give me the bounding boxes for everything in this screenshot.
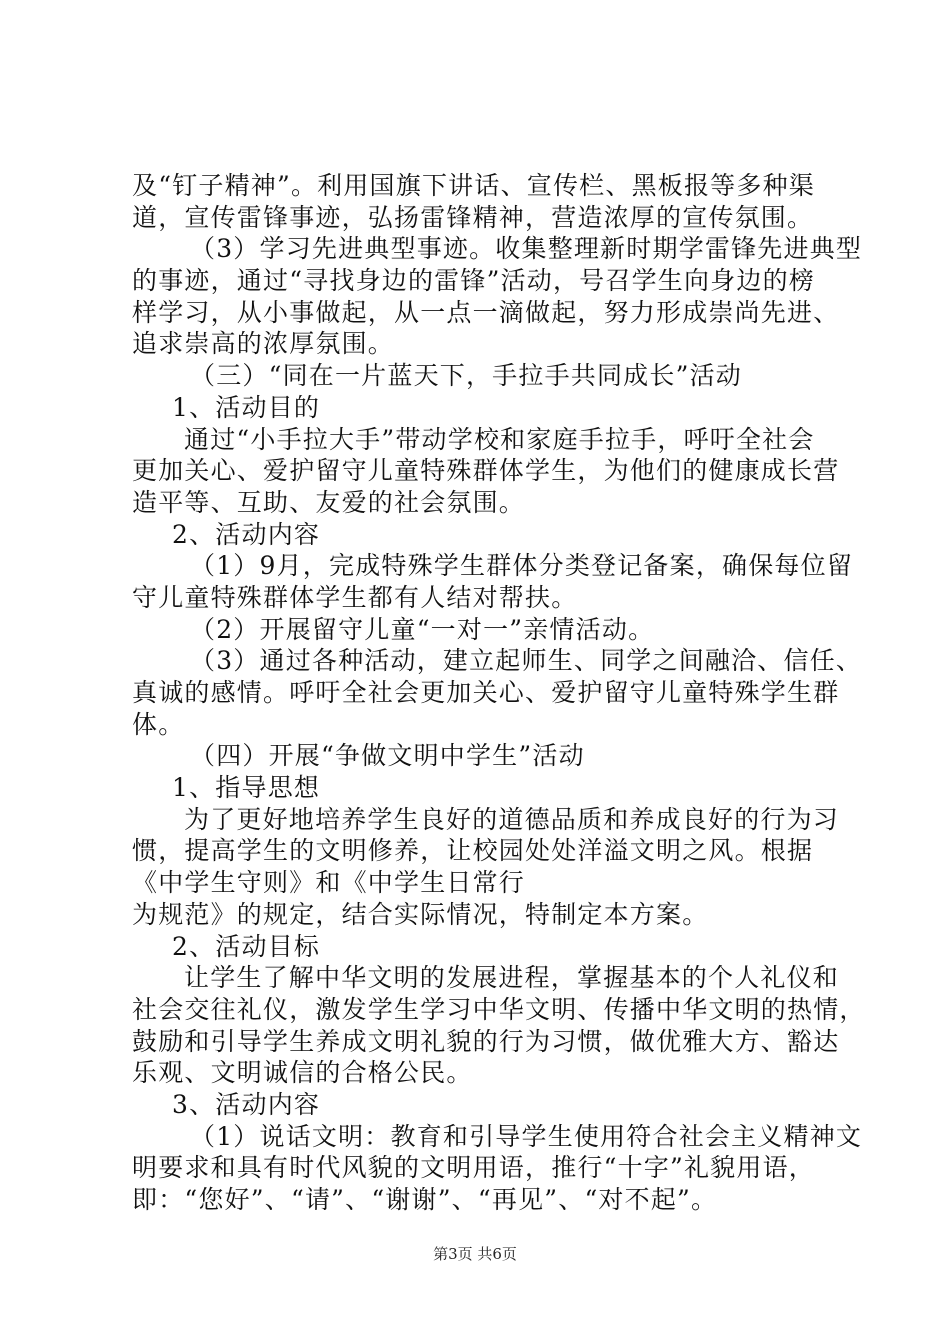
text-line: 及“钉子精神”。利用国旗下讲话、宣传栏、黑板报等多种渠 [132,171,815,200]
text-line: 更加关心、爱护留守儿童特殊群体学生，为他们的健康成长营 [132,456,840,486]
text-line: 样学习，从小事做起，从一点一滴做起，努力形成崇尚先进、 [132,297,840,327]
text-line: 造平等、互助、友爱的社会氛围。 [132,487,526,517]
text-line: （3）学习先进典型事迹。收集整理新时期学雷锋先进典型 [190,234,863,264]
text-line: 的事迹，通过“寻找身边的雷锋”活动，号召学生向身边的榜 [132,266,815,296]
text-line: 惯，提高学生的文明修养，让校园处处洋溢文明之风。根据 [132,836,814,866]
text-line: 真诚的感情。呼吁全社会更加关心、爱护留守儿童特殊学生群 [132,678,840,707]
text-line: 即：“您好”、“请”、“谢谢”、“再见”、“对不起”。 [132,1185,718,1214]
text-line: 3、活动内容 [172,1089,321,1119]
text-line: （3）通过各种活动，建立起师生、同学之间融洽、信任、 [190,646,863,676]
text-line: 守儿童特殊群体学生都有人结对帮扶。 [132,582,578,612]
text-line: 体。 [132,709,185,739]
text-line: 乐观、文明诚信的合格公民。 [132,1058,473,1088]
text-line: （1）说话文明：教育和引导学生使用符合社会主义精神文 [190,1121,863,1151]
text-line: （三）“同在一片蓝天下，手拉手共同成长”活动 [190,361,742,391]
text-line: 明要求和具有时代风貌的文明用语，推行“十字”礼貌用语， [132,1153,815,1183]
text-line: 1、指导思想 [172,773,321,803]
text-line: （四）开展“争做文明中学生”活动 [190,741,585,771]
text-line: 鼓励和引导学生养成文明礼貌的行为习惯，做优雅大方、豁达 [132,1026,840,1056]
text-line: 通过“小手拉大手”带动学校和家庭手拉手，呼吁全社会 [184,424,815,454]
text-line: 社会交往礼仪，激发学生学习中华文明、传播中华文明的热情， [132,994,866,1024]
text-line: 为了更好地培养学生良好的道德品质和养成良好的行为习 [184,804,840,834]
text-line: 2、活动内容 [172,519,321,549]
document-body [132,170,866,1216]
text-line: 1、活动目的 [172,392,321,422]
text-line: （2）开展留守儿童“一对一”亲情活动。 [190,614,655,644]
text-line: 让学生了解中华文明的发展进程，掌握基本的个人礼仪和 [184,963,840,993]
text-line: 追求崇高的浓厚氛围。 [132,329,395,359]
text-line: （1）9月，完成特殊学生群体分类登记备案，确保每位留 [190,551,854,581]
page-footer: 第3页 共6页 [433,1245,517,1263]
text-line: 道，宣传雷锋事迹，弘扬雷锋精神，营造浓厚的宣传氛围。 [132,202,814,232]
text-line: 为规范》的规定，结合实际情况，特制定本方案。 [132,899,709,929]
text-line: 2、活动目标 [172,931,321,961]
text-line: 《中学生守则》和《中学生日常行 [132,868,526,898]
